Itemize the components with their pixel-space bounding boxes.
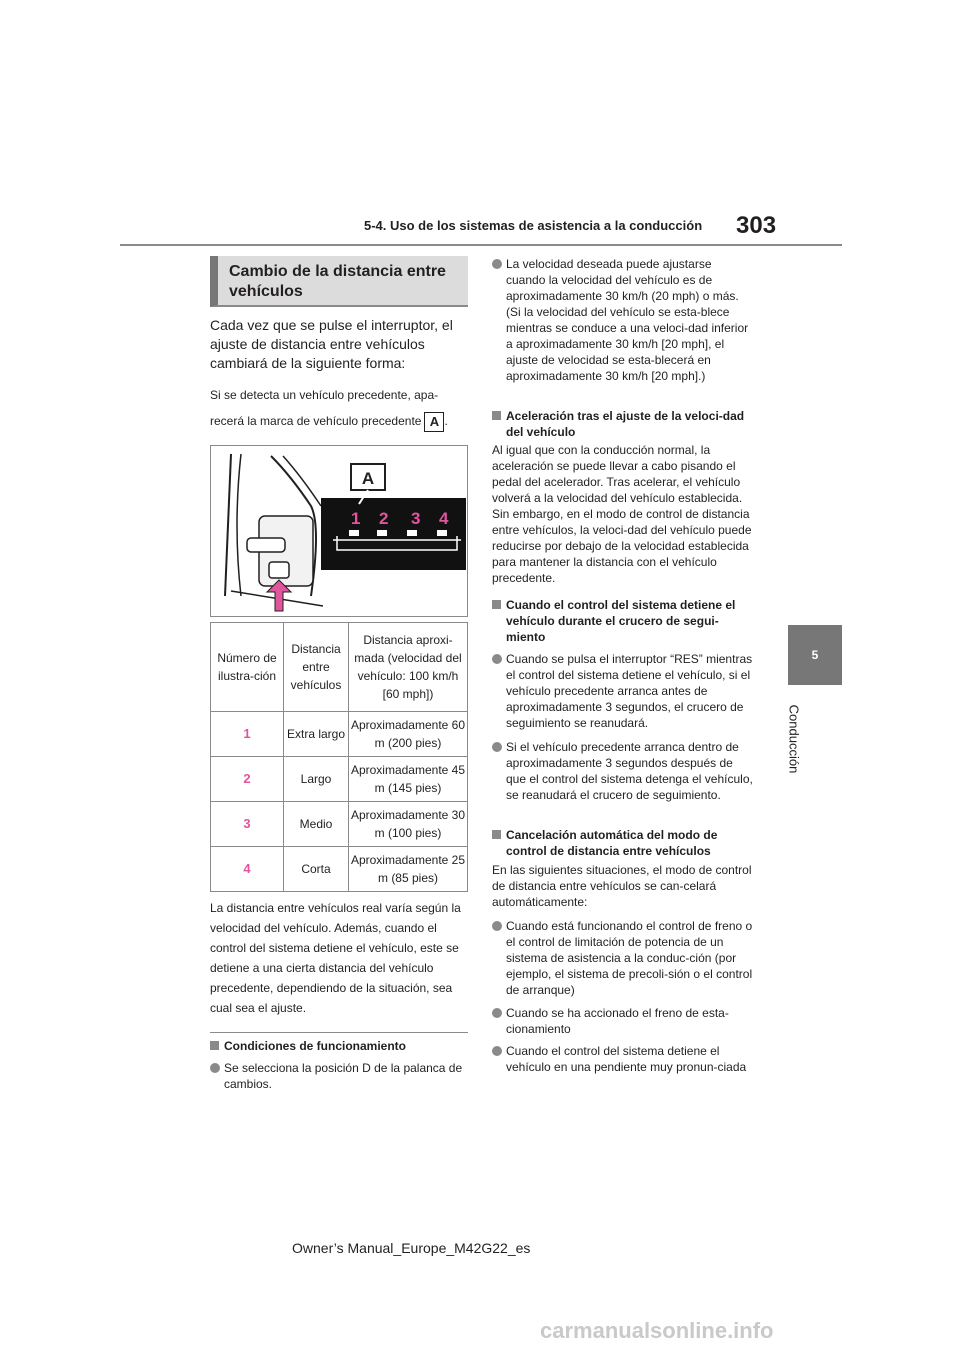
header-cell: Distancia entre vehículos — [284, 623, 349, 712]
row-approx: Aproximadamente 30 m (100 pies) — [349, 802, 468, 847]
cancel-item: Cuando se ha accionado el freno de esta-cionamiento — [492, 1005, 754, 1037]
square-bullet-icon — [210, 1041, 219, 1050]
table-header-row — [211, 623, 468, 712]
row-approx: Aproximadamente 60 m (200 pies) — [349, 712, 468, 757]
chapter-label: Conducción — [786, 704, 802, 774]
row-approx: Aproximadamente 45 m (145 pies) — [349, 757, 468, 802]
row-distance: Corta — [284, 847, 349, 892]
distance-table — [210, 622, 468, 892]
figure-label-1: 1 — [351, 509, 361, 528]
stop-item: Cuando se pulsa el interruptor “RES” mientras el control del sistema detiene el vehículo, si el vehículo precedente arranca antes de aproximadamente 3 segundos, el crucero de seguimiento se reanudará. — [492, 651, 754, 731]
header-cell: Número de ilustra-ción — [211, 623, 284, 712]
cancel-item: Cuando está funcionando el control de freno o el control de limitación de potencia de un sistema de asistencia a la conduc-ción (por ejemplo, el sistema de precoli-sión o el control de arranque) — [492, 918, 754, 998]
chapter-number: 5 — [811, 648, 819, 662]
row-approx: Aproximadamente 25 m (85 pies) — [349, 847, 468, 892]
footer-text: Owner’s Manual_Europe_M42G22_es — [292, 1240, 531, 1256]
after-table-text: La distancia entre vehículos real varía según la velocidad del vehículo. Además, cuando el control del sistema detiene el vehículo, este se detiene a una cierta distancia del vehículo precedente, dependiendo de la situación, sea cual sea el ajuste. — [210, 901, 461, 1015]
figure-marker-a: A — [361, 469, 375, 488]
header-cell: Distancia aproxi-mada (velocidad del vehículo: 100 km/h [60 mph]) — [349, 623, 468, 712]
square-bullet-icon — [492, 411, 501, 420]
square-bullet-icon — [492, 600, 501, 609]
accel-title: Aceleración tras el ajuste de la veloci-dad del vehículo — [492, 408, 754, 440]
accel-text: Al igual que con la conducción normal, la aceleración se puede llevar a cabo pisando el pedal del acelerador. Tras acelerar, el vehículo volverá a la velocidad del vehículo establecida. Sin embargo, en el modo de control de distancia entre vehículos, la veloci-dad del vehículo puede reducirse por debajo de la velocidad establecida para mantener la distancia con el vehículo precedente. — [492, 443, 752, 585]
bullet-icon — [210, 1063, 220, 1073]
bullet-icon — [492, 259, 502, 269]
illustration-svg — [211, 446, 467, 616]
cancel-title: Cancelación automática del modo de control de distancia entre vehículos — [492, 827, 754, 859]
distance-switch — [269, 562, 289, 578]
chapter-tab[interactable] — [788, 625, 842, 685]
table-row — [211, 802, 468, 847]
table-row — [211, 847, 468, 892]
figure-label-3: 3 — [411, 509, 421, 528]
row-number: 1 — [211, 712, 284, 757]
note-text: Si se detecta un vehículo precedente, apa-recerá la marca de vehículo precedente A . — [210, 382, 472, 434]
figure-label-4: 4 — [439, 509, 449, 528]
conditions-item: Se selecciona la posición D de la palanca de cambios. — [210, 1060, 472, 1092]
section-heading: Cambio de la distancia entre vehículos — [210, 256, 468, 307]
row-number: 2 — [211, 757, 284, 802]
divider — [210, 1032, 468, 1033]
table-row — [211, 757, 468, 802]
stop-title: Cuando el control del sistema detiene el vehículo durante el crucero de segui-miento — [492, 597, 754, 645]
row-number: 4 — [211, 847, 284, 892]
bullet-icon — [492, 742, 502, 752]
bullet-icon — [492, 1046, 502, 1056]
cancel-text: En las siguientes situaciones, el modo de control de distancia entre vehículos se can-celará automáticamente: — [492, 863, 752, 909]
conditions-title: Condiciones de funcionamiento — [210, 1038, 472, 1055]
watermark[interactable]: carmanualsonline.info — [540, 1318, 774, 1343]
illustration — [210, 445, 468, 617]
row-distance: Largo — [284, 757, 349, 802]
bullet-icon — [492, 654, 502, 664]
row-distance: Medio — [284, 802, 349, 847]
stop-item: Si el vehículo precedente arranca dentro de aproximadamente 3 segundos después de que el control del sistema detenga el vehículo, se reanudará el crucero de seguimiento. — [492, 739, 754, 803]
header-rule — [120, 244, 842, 246]
row-distance: Extra largo — [284, 712, 349, 757]
speed-note: La velocidad deseada puede ajustarse cuando la velocidad del vehículo es de aproximadamente 30 km/h (20 mph) o más. (Si la velocidad del vehículo se esta-blece mientras se conduce a una veloci-dad inferior a aproximadamente 30 km/h [20 mph], el ajuste de velocidad se esta-blecerá en aproximadamente 30 km/h [20 mph].) — [492, 256, 754, 384]
bullet-icon — [492, 921, 502, 931]
cancel-item: Cuando el control del sistema detiene el vehículo en una pendiente muy pronun-ciada — [492, 1043, 754, 1075]
square-bullet-icon — [492, 830, 501, 839]
bullet-icon — [492, 1008, 502, 1018]
section-title: 5-4. Uso de los sistemas de asistencia a la conducción — [364, 218, 703, 233]
marker-a: A — [424, 412, 444, 432]
row-number: 3 — [211, 802, 284, 847]
intro-text: Cada vez que se pulse el interruptor, el ajuste de distancia entre vehículos cambiará de la siguiente forma: — [210, 317, 453, 371]
page-number: 303 — [736, 212, 777, 239]
figure-label-2: 2 — [379, 509, 389, 528]
table-row — [211, 712, 468, 757]
